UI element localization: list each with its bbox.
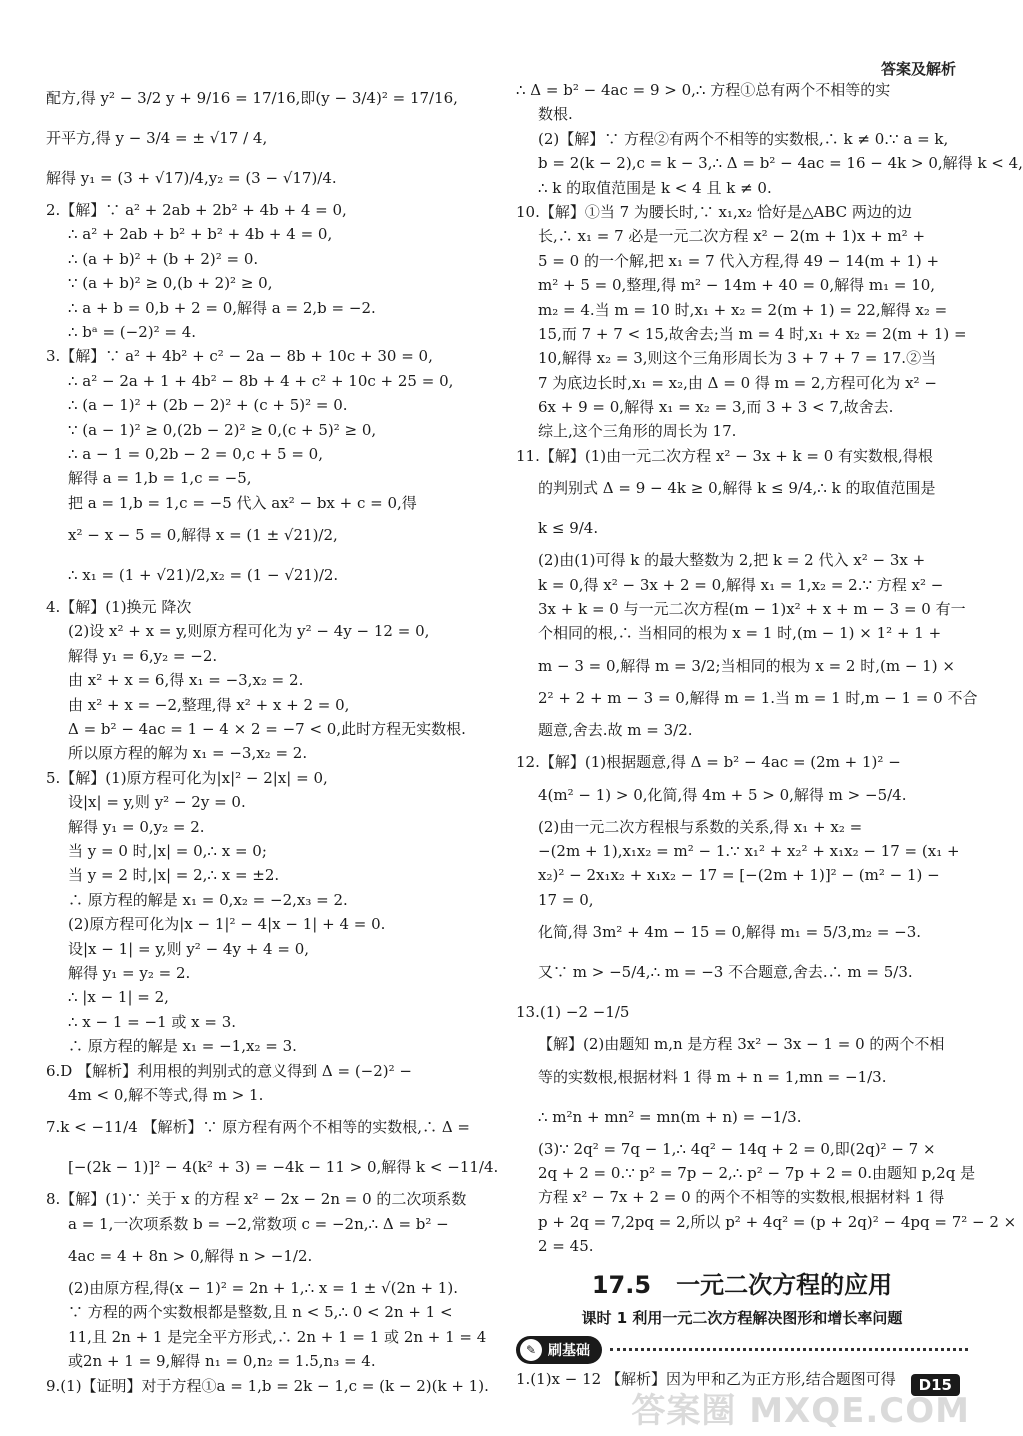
answer-line: k = 0,得 x² − 3x + 2 = 0,解得 x₁ = 1,x₂ = 2.∵ 方程 x² − (538, 575, 944, 594)
answer-line: 2 = 45. (538, 1237, 594, 1256)
answer-line: 当 y = 2 时,|x| = 2,∴ x = ±2. (68, 866, 280, 885)
answer-line: m − 3 = 0,解得 m = 3/2;当相同的根为 x = 2 时,(m − 1) × (538, 656, 955, 675)
section-title (516, 1267, 968, 1303)
answer-line: 由 x² + x = −2,整理,得 x² + x + 2 = 0, (68, 695, 350, 714)
answer-line: 解得 y₁ = y₂ = 2. (68, 963, 191, 982)
answer-line: 长,∴ x₁ = 7 必是一元二次方程 x² − 2(m + 1)x + m² + (538, 227, 926, 246)
answer-line: 10.【解】①当 7 为腰长时,∵ x₁,x₂ 恰好是△ABC 两边的边 (516, 202, 912, 221)
answer-line: ∴ Δ = b² − 4ac = 9 > 0,∴ 方程①总有两个不相等的实 (516, 81, 891, 99)
answer-line: 解得 y₁ = 6,y₂ = −2. (68, 646, 218, 665)
answer-line: 11.【解】(1)由一元二次方程 x² − 3x + k = 0 有实数根,得根 (516, 446, 933, 465)
answer-line: ∴ a + b = 0,b + 2 = 0,解得 a = 2,b = −2. (68, 298, 376, 317)
answer-line: Δ = b² − 4ac = 1 − 4 × 2 = −7 < 0,此时方程无实数根. (68, 720, 466, 739)
brush-icon: ✎ (520, 1339, 542, 1361)
answer-line: 个相同的根,∴ 当相同的根为 x = 1 时,(m − 1) × 1² + 1 + (538, 624, 942, 643)
answer-line: m₂ = 4.当 m = 10 时,x₁ + x₂ = 2(m + 1) = 22,解得 x₂ = (538, 300, 948, 319)
answer-line: 当 y = 0 时,|x| = 0,∴ x = 0; (68, 841, 267, 860)
page-number: D15 (911, 1374, 960, 1396)
watermark: 答案圈 MXQE.COM (631, 1391, 970, 1431)
answer-line: 10,解得 x₂ = 3,则这个三角形周长为 3 + 7 + 7 = 17.②当 (538, 349, 937, 368)
answer-line: ∴ 原方程的解是 x₁ = −1,x₂ = 3. (68, 1037, 297, 1056)
answer-line: 方程 x² − 7x + 2 = 0 的两个不相等的实数根,根据材料 1 得 (538, 1188, 945, 1207)
answer-line: 12.【解】(1)根据题意,得 Δ = b² − 4ac = (2m + 1)² − (516, 753, 901, 772)
answer-line: 解得 a = 1,b = 1,c = −5, (68, 469, 252, 488)
answer-line: a = 1,一次项系数 b = −2,常数项 c = −2n,∴ Δ = b² − (68, 1214, 449, 1233)
answer-line: 数根. (538, 105, 573, 124)
answer-line: 5.【解】(1)原方程可化为|x|² − 2|x| = 0, (46, 768, 328, 787)
answer-line: 6x + 9 = 0,解得 x₁ = x₂ = 3,而 3 + 3 < 7,故舍去. (538, 398, 894, 417)
answer-line: 解得 y₁ = (3 + √17)/4,y₂ = (3 − √17)/4. (46, 169, 337, 187)
basic-practice-badge (516, 1336, 602, 1364)
answer-line: 7.k < −11/4 【解析】∵ 原方程有两个不相等的实数根,∴ Δ = (46, 1118, 471, 1137)
answer-line: 5 = 0 的一个解,把 x₁ = 7 代入方程,得 49 − 14(m + 1) + (538, 251, 940, 270)
right-column-solutions (516, 78, 1023, 1259)
answer-line: ∴ x₁ = (1 + √21)/2,x₂ = (1 − √21)/2. (68, 566, 339, 585)
answer-line: ∴ bᵃ = (−2)² = 4. (68, 322, 197, 341)
answer-line: 解得 y₁ = 0,y₂ = 2. (68, 817, 205, 836)
answer-line: x₂)² − 2x₁x₂ + x₁x₂ − 17 = [−(2m + 1)]² − (m² − 1) − (538, 866, 940, 885)
answer-line: (2)由一元二次方程根与系数的关系,得 x₁ + x₂ = (538, 817, 863, 836)
answer-line: ∴ (a − 1)² + (2b − 2)² + (c + 5)² = 0. (68, 396, 348, 415)
dotted-divider (610, 1348, 968, 1351)
running-header: 答案及解析 (880, 60, 956, 78)
answer-line: p + 2q = 7,2pq = 2,所以 p² + 4q² = (p + 2q)² − 4pq = 7² − 2 × (538, 1212, 1017, 1231)
answer-line: 题意,舍去.故 m = 3/2. (538, 721, 693, 740)
answer-line: 【解】(2)由题知 m,n 是方程 3x² − 3x − 1 = 0 的两个不相 (538, 1035, 945, 1054)
section-heading: 一元二次方程的应用 (676, 1270, 893, 1299)
answer-line: 1.(1)x − 12 【解析】因为甲和乙为正方形,结合题图可得 (516, 1369, 896, 1388)
answer-line: 2.【解】∵ a² + 2ab + 2b² + 4b + 4 = 0, (46, 201, 347, 219)
answer-line: 开平方,得 y − 3/4 = ± √17 / 4, (46, 129, 268, 147)
answer-line: (3)∵ 2q² = 7q − 1,∴ 4q² − 14q + 2 = 0,即(2q)² − 7 × (538, 1139, 936, 1158)
answer-line: ∴ a − 1 = 0,2b − 2 = 0,c + 5 = 0, (68, 444, 323, 463)
answer-line: −(2m + 1),x₁x₂ = m² − 1.∵ x₁² + x₂² + x₁x₂ − 17 = (x₁ + (538, 841, 960, 860)
answer-line: (2)由原方程,得(x − 1)² = 2n + 1,∴ x = 1 ± √(2n + 1). (68, 1279, 458, 1298)
answer-line: 4m < 0,解不等式,得 m > 1. (68, 1085, 264, 1104)
answer-line: 或2n + 1 = 9,解得 n₁ = 0,n₂ = 1.5,n₃ = 4. (68, 1352, 376, 1371)
answer-line: b = 2(k − 2),c = k − 3,∴ Δ = b² − 4ac = 16 − 4k > 0,解得 k < 4, (538, 154, 1023, 173)
right-column (516, 78, 1023, 1391)
answer-line: 等的实数根,根据材料 1 得 m + n = 1,mn = −1/3. (538, 1067, 887, 1086)
answer-line: ∴ x − 1 = −1 或 x = 3. (68, 1012, 237, 1031)
answer-line: ∴ m²n + mn² = mn(m + n) = −1/3. (538, 1107, 802, 1126)
lesson-title: 课时 1 利用一元二次方程解决图形和增长率问题 (581, 1308, 903, 1327)
answer-line: 7 为底边长时,x₁ = x₂,由 Δ = 0 得 m = 2,方程可化为 x² − (538, 373, 937, 392)
answer-line: ∴ a² + 2ab + b² + b² + 4b + 4 = 0, (68, 225, 333, 244)
answer-line: ∴ |x − 1| = 2, (68, 988, 169, 1007)
answer-line: 3x + k = 0 与一元二次方程(m − 1)x² + x + m − 3 = 0 有一 (538, 600, 966, 619)
answer-line: 8.【解】(1)∵ 关于 x 的方程 x² − 2x − 2n = 0 的二次项系数 (46, 1190, 467, 1209)
answer-line: 把 a = 1,b = 1,c = −5 代入 ax² − bx + c = 0,得 (68, 493, 417, 512)
answer-line: 4ac = 4 + 8n > 0,解得 n > −1/2. (68, 1247, 313, 1266)
answer-line: ∵ (a − 1)² ≥ 0,(2b − 2)² ≥ 0,(c + 5)² ≥ 0, (68, 420, 377, 439)
badge-label: 刷基础 (548, 1342, 590, 1359)
answer-line: 11,且 2n + 1 是完全平方形式,∴ 2n + 1 = 1 或 2n + 1 = 4 (68, 1327, 487, 1346)
answer-line: ∴ k 的取值范围是 k < 4 且 k ≠ 0. (538, 178, 772, 197)
answer-line: m² + 5 = 0,整理,得 m² − 14m + 40 = 0,解得 m₁ = 10, (538, 276, 936, 295)
answer-line: 又∵ m > −5/4,∴ m = −3 不合题意,舍去.∴ m = 5/3. (538, 963, 913, 982)
section-number: 17.5 (591, 1270, 652, 1299)
answer-line: 2q + 2 = 0.∵ p² = 7p − 2,∴ p² − 7p + 2 = 0.由题知 p,2q 是 (538, 1163, 976, 1182)
answer-line: ∴ 原方程的解是 x₁ = 0,x₂ = −2,x₃ = 2. (68, 890, 348, 909)
answer-line: 设|x| = y,则 y² − 2y = 0. (68, 793, 246, 812)
answer-line: (2)设 x² + x = y,则原方程可化为 y² − 4y − 12 = 0, (68, 622, 430, 641)
answer-line: 4(m² − 1) > 0,化简,得 4m + 5 > 0,解得 m > −5/4. (538, 785, 907, 804)
practice-banner (516, 1333, 968, 1367)
answer-line: 15,而 7 + 7 < 15,故舍去;当 m = 4 时,x₁ + x₂ = 2(m + 1) = (538, 324, 967, 343)
answer-line: 4.【解】(1)换元 降次 (46, 598, 192, 617)
answer-line: ∴ a² − 2a + 1 + 4b² − 8b + 4 + c² + 10c + 25 = 0, (68, 371, 454, 390)
answer-line: ∵ (a + b)² ≥ 0,(b + 2)² ≥ 0, (68, 274, 273, 293)
answer-line: 设|x − 1| = y,则 y² − 4y + 4 = 0, (68, 939, 310, 958)
answer-line: (2)【解】∵ 方程②有两个不相等的实数根,∴ k ≠ 0.∵ a = k, (538, 129, 949, 148)
answer-line: 9.(1)【证明】对于方程①a = 1,b = 2k − 1,c = (k − 2)(k + 1). (46, 1376, 489, 1395)
answer-line: 13.(1) −2 −1/5 (516, 1003, 630, 1022)
answer-line: [−(2k − 1)]² − 4(k² + 3) = −4k − 11 > 0,解得 k < −11/4. (68, 1158, 499, 1177)
answer-line: 2² + 2 + m − 3 = 0,解得 m = 1.当 m = 1 时,m − 1 = 0 不合 (538, 688, 978, 707)
answer-line: 综上,这个三角形的周长为 17. (538, 422, 737, 441)
answer-line: 17 = 0, (538, 890, 594, 909)
answer-line: 化简,得 3m² + 4m − 15 = 0,解得 m₁ = 5/3,m₂ = −3. (538, 923, 922, 942)
left-column (46, 78, 499, 1398)
answer-line: x² − x − 5 = 0,解得 x = (1 ± √21)/2, (68, 526, 338, 545)
answer-line: 6.D 【解析】利用根的判别式的意义得到 Δ = (−2)² − (46, 1061, 412, 1080)
answer-line: (2)原方程可化为|x − 1|² − 4|x − 1| + 4 = 0. (68, 915, 386, 934)
answer-line: 配方,得 y² − 3/2 y + 9/16 = 17/16,即(y − 3/4)² = 17/16, (46, 89, 458, 107)
answer-line: ∵ 方程的两个实数根都是整数,且 n < 5,∴ 0 < 2n + 1 < (68, 1303, 453, 1322)
answer-line: (2)由(1)可得 k 的最大整数为 2,把 k = 2 代入 x² − 3x + (538, 551, 926, 570)
answer-line: 由 x² + x = 6,得 x₁ = −3,x₂ = 2. (68, 671, 304, 690)
answer-line: 所以原方程的解为 x₁ = −3,x₂ = 2. (68, 744, 308, 763)
answer-line: 的判别式 Δ = 9 − 4k ≥ 0,解得 k ≤ 9/4,∴ k 的取值范围是 (538, 479, 936, 498)
answer-line: ∴ (a + b)² + (b + 2)² = 0. (68, 249, 259, 268)
answer-line: 3.【解】∵ a² + 4b² + c² − 2a − 8b + 10c + 30 = 0, (46, 347, 433, 366)
answer-line: k ≤ 9/4. (538, 519, 599, 538)
